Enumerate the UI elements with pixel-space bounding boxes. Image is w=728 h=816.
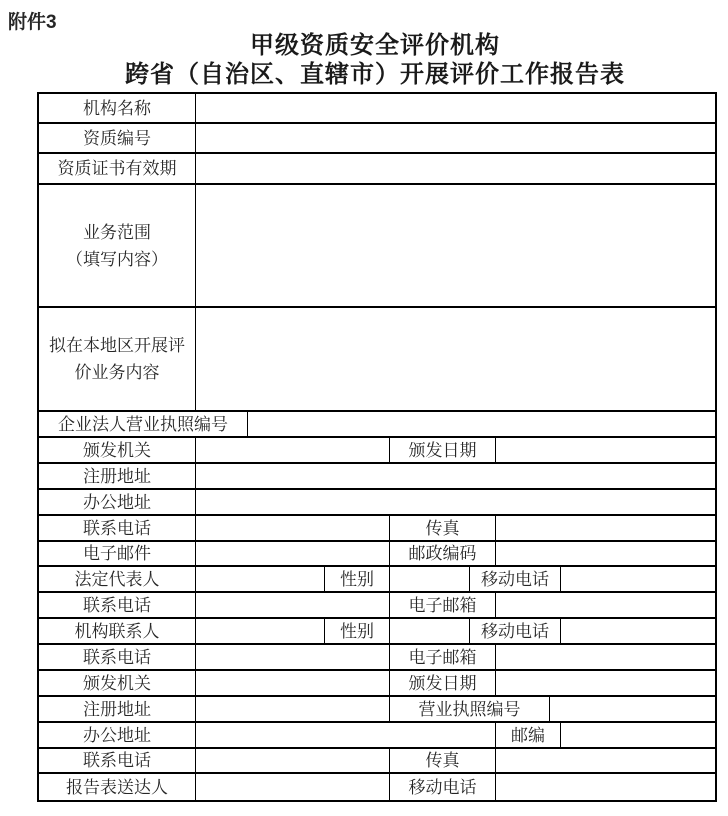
table-row bbox=[39, 645, 715, 671]
form-field-agency-contact-gender[interactable] bbox=[390, 619, 470, 643]
field-label: 移动电话 bbox=[390, 774, 496, 800]
table-row bbox=[39, 94, 715, 124]
form-field-agency-contact-phone[interactable] bbox=[196, 645, 390, 669]
field-label: 联系电话 bbox=[39, 516, 196, 540]
field-label: 营业执照编号 bbox=[390, 697, 550, 721]
field-label: 联系电话 bbox=[39, 593, 196, 617]
form-field-branch-postal-code[interactable] bbox=[561, 723, 715, 747]
form-field-agency-contact-mobile[interactable] bbox=[561, 619, 715, 643]
form-field-report-deliverer-mobile[interactable] bbox=[496, 774, 715, 800]
form-field-contact-phone[interactable] bbox=[196, 516, 390, 540]
form-field-qualification-number[interactable] bbox=[196, 124, 715, 152]
form-field-legal-representative-phone[interactable] bbox=[196, 593, 390, 617]
field-label: 邮政编码 bbox=[390, 542, 496, 565]
field-label: 电子邮箱 bbox=[390, 645, 496, 669]
field-label: 传真 bbox=[390, 749, 496, 772]
form-field-agency-name[interactable] bbox=[196, 94, 715, 122]
field-label: 企业法人营业执照编号 bbox=[39, 412, 248, 436]
form-field-branch-registered-address[interactable] bbox=[196, 697, 390, 721]
form-field-planned-evaluation-content[interactable] bbox=[196, 308, 715, 410]
field-label: 联系电话 bbox=[39, 749, 196, 772]
table-row bbox=[39, 593, 715, 619]
field-label: 颁发机关 bbox=[39, 671, 196, 695]
form-field-legal-representative[interactable] bbox=[196, 567, 325, 591]
form-field-branch-fax[interactable] bbox=[496, 749, 715, 772]
table-row bbox=[39, 185, 715, 308]
field-label: 联系电话 bbox=[39, 645, 196, 669]
form-field-branch-contact-phone[interactable] bbox=[196, 749, 390, 772]
form-field-postal-code[interactable] bbox=[496, 542, 715, 565]
table-row bbox=[39, 671, 715, 697]
form-field-agency-contact[interactable] bbox=[196, 619, 325, 643]
form-field-agency-contact-email[interactable] bbox=[496, 645, 715, 669]
field-label: 性别 bbox=[325, 567, 390, 591]
table-row bbox=[39, 438, 715, 464]
table-row bbox=[39, 619, 715, 645]
field-label: 传真 bbox=[390, 516, 496, 540]
table-row bbox=[39, 567, 715, 593]
field-label: 办公地址 bbox=[39, 490, 196, 514]
field-label: 注册地址 bbox=[39, 464, 196, 488]
form-field-registered-address[interactable] bbox=[196, 464, 715, 488]
form-field-branch-issue-date[interactable] bbox=[496, 671, 715, 695]
table-row bbox=[39, 749, 715, 774]
table-row bbox=[39, 774, 715, 800]
table-row bbox=[39, 464, 715, 490]
form-field-legal-representative-email[interactable] bbox=[496, 593, 715, 617]
table-row bbox=[39, 154, 715, 185]
form-field-email[interactable] bbox=[196, 542, 390, 565]
field-label: 性别 bbox=[325, 619, 390, 643]
form-field-issuing-authority[interactable] bbox=[196, 438, 390, 462]
field-label: 注册地址 bbox=[39, 697, 196, 721]
form-field-branch-office-address[interactable] bbox=[196, 723, 496, 747]
title-line-1: 甲级资质安全评价机构 bbox=[250, 32, 500, 59]
field-label: 资质证书有效期 bbox=[39, 154, 196, 183]
form-field-office-address[interactable] bbox=[196, 490, 715, 514]
field-label: 邮编 bbox=[496, 723, 561, 747]
field-label: 机构联系人 bbox=[39, 619, 196, 643]
table-row bbox=[39, 542, 715, 567]
table-row bbox=[39, 490, 715, 516]
field-label: 机构名称 bbox=[39, 94, 196, 122]
field-label: 颁发日期 bbox=[390, 438, 496, 462]
field-label: 办公地址 bbox=[39, 723, 196, 747]
table-row bbox=[39, 124, 715, 154]
field-label: 法定代表人 bbox=[39, 567, 196, 591]
form-field-certificate-validity[interactable] bbox=[196, 154, 715, 183]
form-field-branch-license-number[interactable] bbox=[550, 697, 715, 721]
field-label: 拟在本地区开展评 价业务内容 bbox=[39, 308, 196, 410]
form-field-business-scope[interactable] bbox=[196, 185, 715, 306]
table-row bbox=[39, 723, 715, 749]
report-form-table bbox=[37, 92, 717, 802]
table-row bbox=[39, 516, 715, 542]
field-label: 移动电话 bbox=[470, 619, 561, 643]
table-row bbox=[39, 308, 715, 412]
form-field-issue-date[interactable] bbox=[496, 438, 715, 462]
field-label: 颁发机关 bbox=[39, 438, 196, 462]
form-field-branch-issuing-authority[interactable] bbox=[196, 671, 390, 695]
document-title bbox=[37, 31, 713, 89]
field-label: 报告表送达人 bbox=[39, 774, 196, 800]
form-field-report-deliverer[interactable] bbox=[196, 774, 390, 800]
table-row bbox=[39, 697, 715, 723]
attachment-label: 附件3 bbox=[8, 12, 57, 33]
field-label: 业务范围 （填写内容） bbox=[39, 185, 196, 306]
field-label: 电子邮件 bbox=[39, 542, 196, 565]
form-field-business-license-number[interactable] bbox=[248, 412, 715, 436]
table-row bbox=[39, 412, 715, 438]
field-label: 移动电话 bbox=[470, 567, 561, 591]
form-field-legal-representative-gender[interactable] bbox=[390, 567, 470, 591]
title-line-2: 跨省（自治区、直辖市）开展评价工作报告表 bbox=[125, 61, 625, 88]
field-label: 颁发日期 bbox=[390, 671, 496, 695]
field-label: 资质编号 bbox=[39, 124, 196, 152]
form-field-legal-representative-mobile[interactable] bbox=[561, 567, 715, 591]
form-field-fax[interactable] bbox=[496, 516, 715, 540]
field-label: 电子邮箱 bbox=[390, 593, 496, 617]
